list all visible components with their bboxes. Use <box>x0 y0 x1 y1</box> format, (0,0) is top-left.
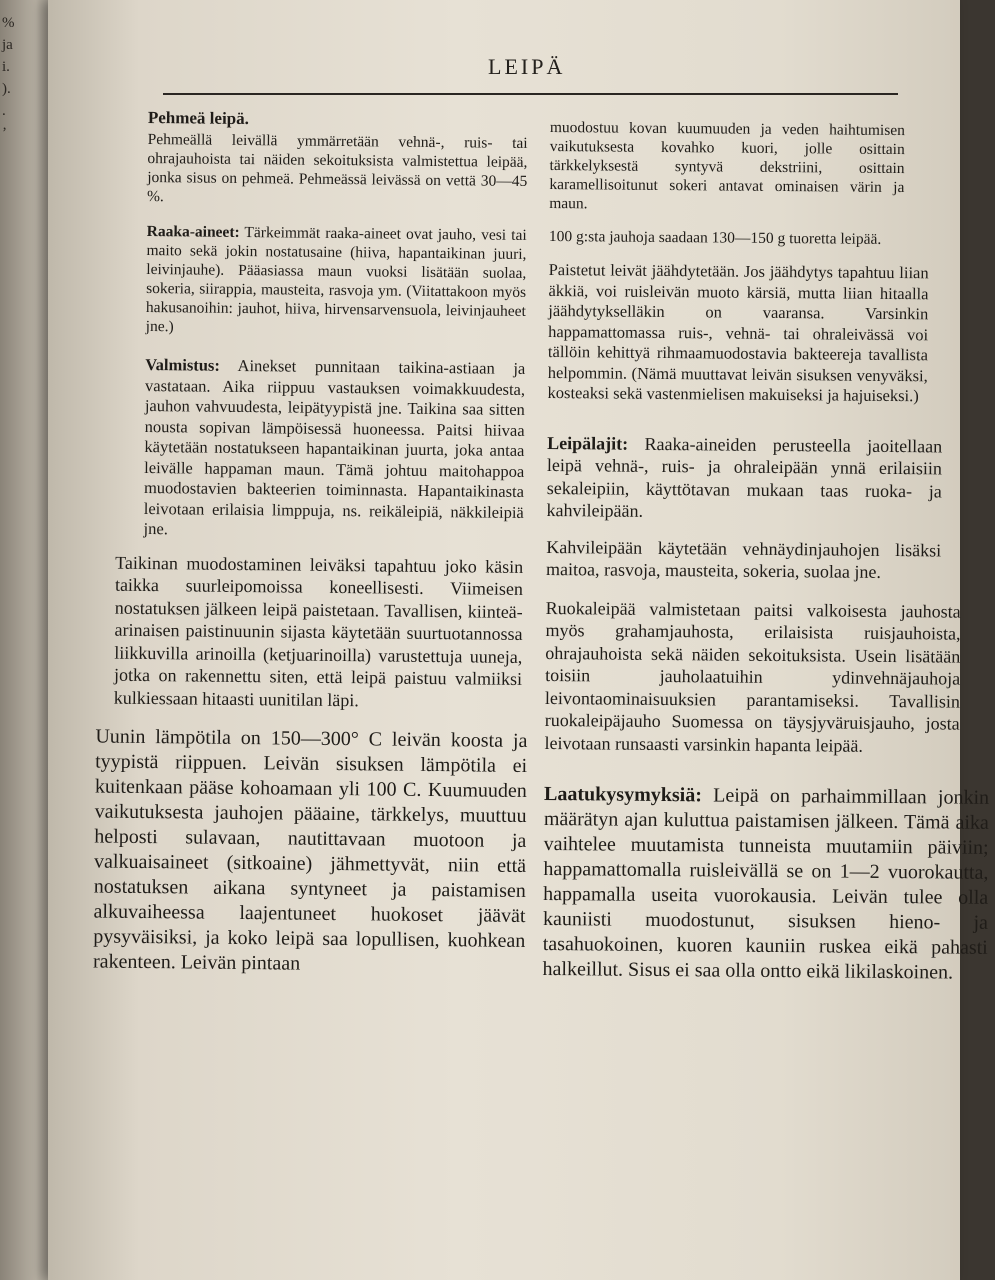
prev-mark: ’ <box>2 125 7 141</box>
yield-paragraph: 100 g:sta jauhoja saadaan 130—150 g tuoretta leipää. <box>548 227 882 248</box>
uunin-paragraph: Uunin lämpötila on 150—300° C leivän koosta ja tyypistä riippuen. Leivän sisuksen lämpötila ei kuitenkaan pääse kohoamaan yli 100 C. Kuumuuden vaikutuksesta jauhojen pääaine, tärkkelys, muuttuu helposti sulavaan, nautittavaan muotoon ja valkuaisaineet (sitkoaine) jähmettyvät, niin että nostatuksen aikana syntyneet ja paistamisen alkuvaiheessa laajentuneet huokoset jäävät pysyväisiksi, ja koko leipä saa lopullisen, kuohkean rakenteen. Leivän pintaan <box>92 725 528 975</box>
leipalajit-paragraph <box>546 431 942 524</box>
raaka-aineet-heading: Raaka-aineet: <box>146 222 240 241</box>
prev-mark: . <box>2 103 6 119</box>
kahvileipa-paragraph: Kahvileipään käytetään vehnäydinjauhojen lisäksi maitoa, rasvoja, mausteita, sokeria, suolaa jne. <box>545 536 942 582</box>
leipalajit-text: Raaka-aineiden perusteella jaoitellaan leipä vehnä-, ruis- ja ohraleipään ynnä erilaisiin sekaleipiin, käyttötavan mukaan taas ruoka- ja kahvileipään. <box>546 433 943 521</box>
prev-mark: i. <box>2 59 10 75</box>
taikina-paragraph: Taikinan muodostaminen leiväksi tapahtuu joko käsin taikka suurleipomoissa koneellisesti. Viimeisen nostatuksen jälkeen leipä paistetaan. Tavallisen, kiinteä-arinaisen paistinuunin sijasta käytetään suurtuotannossa liikkuvilla arinoilla (ketjuarinoilla) varustettuja uuneja, jotka on rakennettu siten, että leipä paistuu valmiiksi kulkiessaan hitaasti uunitilan läpi. <box>113 552 524 710</box>
prev-mark: ja <box>2 37 13 53</box>
valmistus-text: Ainekset punnitaan taikina-astiaan ja vastataan. Aika riippuu vastauksen voimakkuudesta, jauhon vahvuudesta, leipätyypistä jne. Taikina saa sitten nousta sopivan lämpöisessä huoneessa. Paitsi hiivaa käytetään nostatukseen hapantaikinan juurta, joka antaa leivälle happaman maun. Tämä johtuu maitohappoa muodostavien bakteerien toiminnasta. Hapantaikinasta leivotaan erilaisia limppuja, ns. reikäleipiä, näkkileipiä jne. <box>143 355 526 539</box>
prev-mark: ). <box>2 81 11 97</box>
book-page <box>48 0 990 1280</box>
raaka-aineet-paragraph <box>146 222 527 340</box>
laatukysymyksia-heading: Laatukysymyksiä: <box>544 782 703 807</box>
laatukysymyksia-text: Leipä on parhaimmillaan jonkin määrätyn ajan kuluttua paistamisen jälkeen. Tämä aika vaihtelee muutamista tunneista muutamiin päiviin; happamattomalla ruisleivällä se on 1—2 vuorokautta, happamalla useita vuorokausia. Leivän tulee olla kauniisti muodostunut, sisuksen hieno- ja tasahuokoinen, kuoren kauniin ruskea eikä pahasti halkeillut. Sisus ei saa olla ontto eikä likilaskoinen. <box>542 784 990 984</box>
raaka-aineet-text: Tärkeimmät raaka-aineet ovat jauho, vesi tai maito sekä jokin nostatusaine (hiiva, hapantaikinan juuri, leivinjauhe). Pääasiassa maun vuoksi lisätään suolaa, sokeria, siirappia, mausteita, rasvoja ym. (Viitattakoon myös hakusanoihin: jauhot, hiiva, hirvensarvensuola, leivinjauheet jne.) <box>145 223 527 336</box>
valmistus-heading: Valmistus: <box>145 354 220 375</box>
previous-page-fragments <box>2 12 32 144</box>
left-column <box>92 108 528 979</box>
ruokaleipa-paragraph: Ruokaleipää valmistetaan paitsi valkoisesta jauhosta myös grahamjauhosta, erilaisista ruisjauhoista, ohrajauhoista sekä näiden sekoituksista. Usein lisätään toisiin jauholaatuihin ydinvehnäjauhoja leivontaominaisuuksien parantamiseksi. Tavallisin ruokaleipäjauho Suomessa on täysjyväruisjauho, josta leivotaan runsaasti varsinkin hapanta leipää. <box>544 597 961 756</box>
section-title: Pehmeä leipä. <box>147 108 250 129</box>
intro-paragraph: Pehmeällä leivällä ymmärretään vehnä-, ruis- tai ohrajauhoista tai näiden sekoituksista valmistettua leipää, jonka sisus on pehmeä. Pehmeässä leivässä on vettä 30—45 %. <box>146 130 528 206</box>
cooling-paragraph: Paistetut leivät jäähdytetään. Jos jäähdytys tapahtuu liian äkkiä, voi ruisleivän muoto kärsiä, mutta liian hitaalla jäähdytykselläkin on vaaransa. Varsinkin happamattomassa ruis-, vehnä- tai ohraleivässä voi tällöin kehittyä rihmaamuodostavia bakteereja tavallista helpommin. (Nämä muuttavat leivän sisuksen venyväksi, kosteaksi sekä vastenmielisen makuiseksi ja hajuiseksi.) <box>547 259 929 406</box>
laatukysymyksia-paragraph <box>542 782 989 986</box>
running-header: LEIPÄ <box>488 54 566 79</box>
right-column <box>542 118 990 986</box>
leipalajit-heading: Leipälajit: <box>547 432 629 454</box>
prev-mark: % <box>2 15 15 31</box>
header-rule <box>163 93 898 95</box>
valmistus-paragraph <box>143 355 525 543</box>
crust-paragraph: muodostuu kovan kuumuuden ja veden haihtumisen vaikutuksesta kovahko kuori, jolle osittain tärkkelyksestä syntyvä dekstriini, osittain karamellisoitunut sokeri antavat ominaisen värin ja maun. <box>549 118 905 213</box>
